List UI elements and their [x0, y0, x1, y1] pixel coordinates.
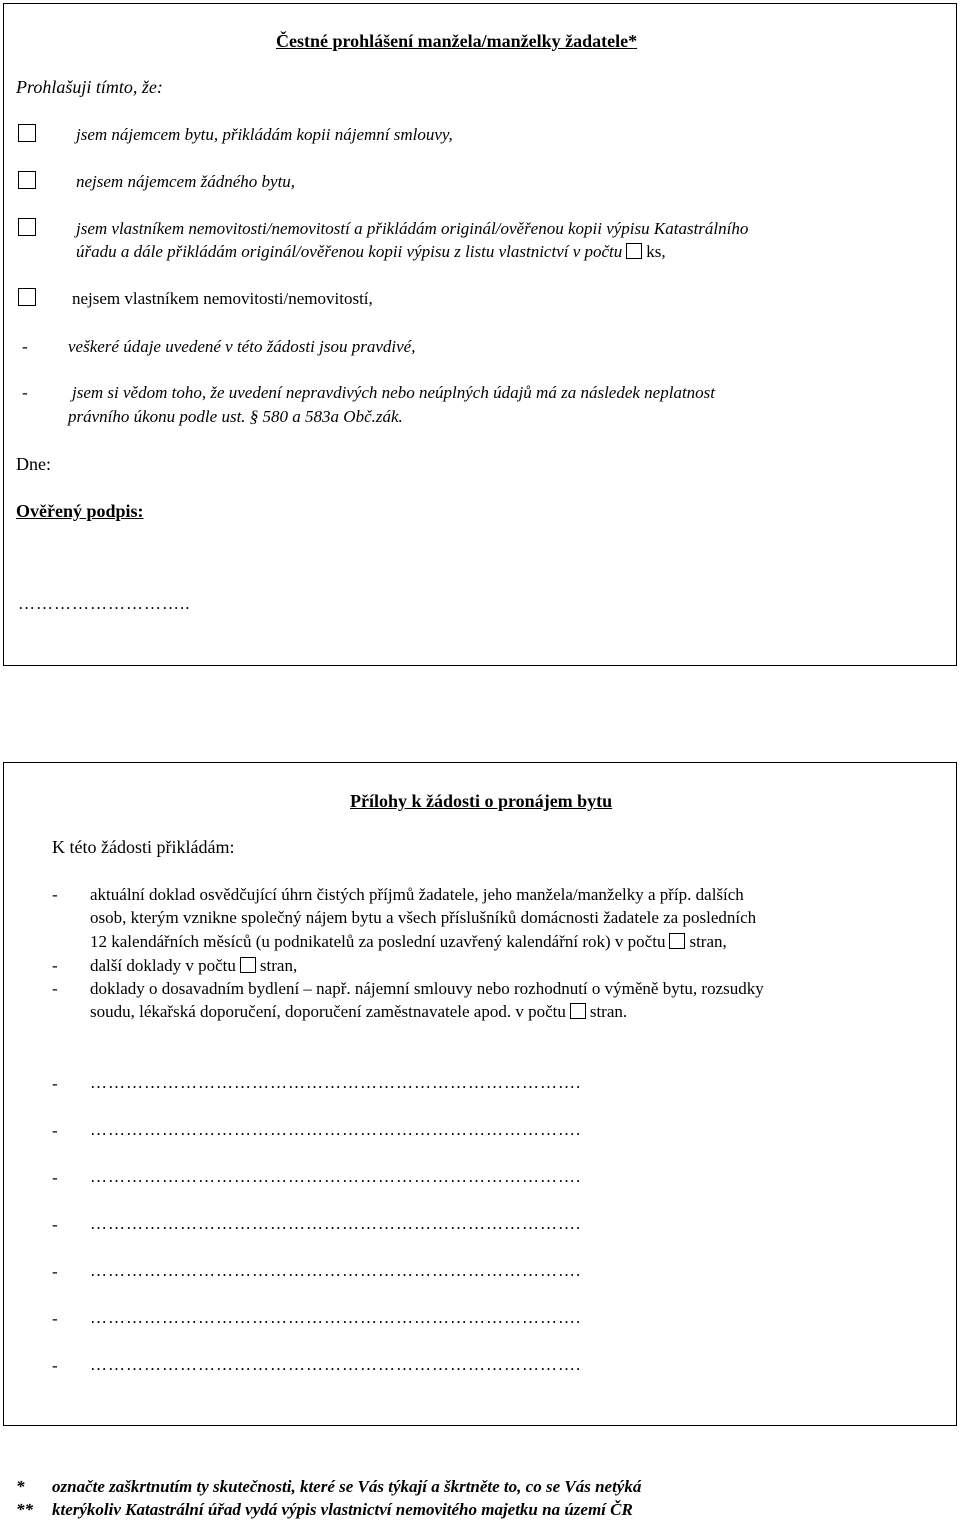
blank-row-line[interactable]: ……………………………………………………………………….: [90, 1167, 582, 1186]
income-count-suffix: stran,: [689, 932, 727, 951]
checkbox-not-tenant[interactable]: [18, 171, 36, 189]
option-not-owner-label: nejsem vlastníkem nemovitosti/nemovitostí,: [72, 289, 373, 308]
blank-row-dash: -: [52, 1356, 58, 1375]
attachment-other-text: další doklady v počtu: [90, 956, 236, 975]
other-count-box[interactable]: [240, 957, 256, 973]
footnote-1-mark: *: [16, 1477, 25, 1496]
statement-aware-line2: právního úkonu podle ust. § 580 a 583a Obč.zák.: [68, 407, 403, 426]
option-not-tenant-label: nejsem nájemcem žádného bytu,: [76, 172, 296, 191]
option-owner-line2-text: úřadu a dále přikládám originál/ověřenou kopii výpisu z listu vlastnictví v počtu: [76, 242, 623, 261]
housing-count-box[interactable]: [570, 1003, 586, 1019]
blank-row-line[interactable]: ……………………………………………………………………….: [90, 1261, 582, 1280]
attachment-housing-line2: [90, 1001, 627, 1023]
statement-aware-line1: jsem si vědom toho, že uvedení nepravdivých nebo neúplných údajů má za následek neplatnost: [72, 383, 716, 402]
blank-row-dash: -: [52, 1121, 58, 1140]
checkbox-owner[interactable]: [18, 218, 36, 236]
attachment-other-dash: -: [52, 956, 58, 975]
attachment-housing-line2-text: soudu, lékařská doporučení, doporučení zaměstnavatele apod. v počtu: [90, 1002, 566, 1021]
blank-row-dash: -: [52, 1309, 58, 1328]
footnote-2-mark: **: [16, 1500, 33, 1519]
option-tenant-label: jsem nájemcem bytu, přikládám kopii nájemní smlouvy,: [76, 125, 453, 144]
attachments-title: Přílohy k žádosti o pronájem bytu: [350, 791, 613, 811]
footnote-1: označte zaškrtnutím ty skutečnosti, které se Vás týkají a škrtněte to, co se Vás netýká: [52, 1477, 642, 1496]
blank-row-dash: -: [52, 1262, 58, 1281]
statement-truth-dash: -: [22, 337, 28, 356]
checkbox-not-owner[interactable]: [18, 288, 36, 306]
income-count-box[interactable]: [669, 933, 685, 949]
statement-truth: veškeré údaje uvedené v této žádosti jsou pravdivé,: [68, 337, 416, 356]
blank-row-line[interactable]: ……………………………………………………………………….: [90, 1355, 582, 1374]
statement-aware-dash: -: [22, 383, 28, 402]
option-owner-line2: [76, 241, 666, 263]
declaration-title: Čestné prohlášení manžela/manželky žadatele*: [276, 31, 638, 51]
attachments-intro: K této žádosti přikládám:: [52, 837, 235, 857]
attachment-income-line3: [90, 931, 727, 953]
owner-count-suffix: ks,: [646, 242, 666, 261]
signature-line[interactable]: ………………………..: [18, 594, 191, 613]
blank-row-dash: -: [52, 1074, 58, 1093]
option-owner-line1: jsem vlastníkem nemovitosti/nemovitostí a přikládám originál/ověřenou kopii výpisu Katastrálního: [76, 219, 749, 238]
attachment-income-dash: -: [52, 885, 58, 904]
blank-row-line[interactable]: ……………………………………………………………………….: [90, 1073, 582, 1092]
declaration-box: [3, 3, 957, 666]
blank-row-line[interactable]: ……………………………………………………………………….: [90, 1308, 582, 1327]
blank-row-dash: -: [52, 1215, 58, 1234]
checkbox-tenant[interactable]: [18, 124, 36, 142]
declaration-intro: Prohlašuji tímto, že:: [16, 77, 163, 97]
owner-count-box[interactable]: [626, 243, 642, 259]
housing-count-suffix: stran.: [589, 1002, 628, 1021]
footnote-2: kterýkoliv Katastrální úřad vydá výpis vlastnictví nemovitého majetku na území ČR: [52, 1500, 633, 1519]
attachment-income-line2: osob, kterým vznikne společný nájem bytu a všech příslušníků domácnosti žadatele za posledních: [90, 908, 757, 927]
attachment-housing-line1: doklady o dosavadním bydlení – např. nájemní smlouvy nebo rozhodnutí o výměně bytu, rozsudky: [90, 979, 764, 998]
blank-row-line[interactable]: ……………………………………………………………………….: [90, 1120, 582, 1139]
attachment-housing-dash: -: [52, 979, 58, 998]
attachment-income-line1: aktuální doklad osvědčující úhrn čistých příjmů žadatele, jeho manžela/manželky a příp. dalších: [90, 885, 744, 904]
attachment-other: [90, 955, 297, 977]
blank-row-line[interactable]: ……………………………………………………………………….: [90, 1214, 582, 1233]
attachment-income-line3-text: 12 kalendářních měsíců (u podnikatelů za poslední uzavřený kalendářní rok) v počtu: [90, 932, 666, 951]
other-count-suffix: stran,: [259, 956, 298, 975]
signature-label: Ověřený podpis:: [16, 501, 144, 521]
date-label: Dne:: [16, 454, 51, 474]
blank-row-dash: -: [52, 1168, 58, 1187]
